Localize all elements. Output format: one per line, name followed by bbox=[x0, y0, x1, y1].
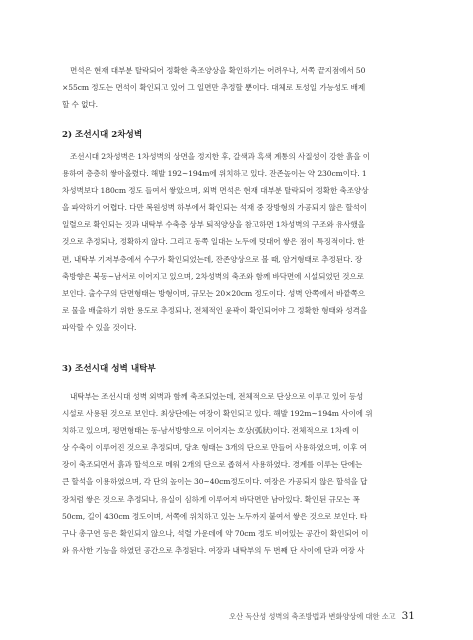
paragraph-line: 파악할 수 있을 것이다. bbox=[62, 322, 137, 332]
running-title: 오산 독산성 성벽의 축조방법과 변화양상에 대한 소고 bbox=[229, 612, 396, 621]
paragraph-line: 장이 축조되면서 흙과 할석으로 메워 2개의 단으로 좁혀서 사용하였다. 경계를 이루는 단에는 bbox=[62, 460, 363, 470]
paragraph-line: 을 파악하기 어렵다. 다만 복원성벽 하부에서 확인되는 석재 중 장방형의 가공되지 않은 할석이 bbox=[62, 203, 368, 213]
section-heading-2: 2) 조선시대 2차성벽 bbox=[62, 130, 143, 140]
paragraph-line: 차성벽보다 180cm 정도 들여서 쌓았으며, 외벽 면석은 현재 대부분 탈락되어 정확한 축조양상 bbox=[62, 186, 369, 196]
section2-paragraph bbox=[62, 148, 412, 336]
paragraph-line: 축방향은 북동~남서로 이어지고 있으며, 2차성벽의 축조와 함께 바닥면에 시설되었던 것으로 bbox=[62, 271, 364, 281]
paragraph-line: 면석은 현재 대부분 탈락되어 정확한 축조양상을 확인하기는 어려우나, 서쪽 끝지점에서 50 bbox=[70, 66, 366, 75]
paragraph-line: 장처럼 쌓은 것으로 추정되나, 유실이 심하게 이루어져 바닥면만 남아있다. 확인된 규모는 폭 bbox=[62, 494, 360, 504]
paragraph-line: 일렬으로 확인되는 것과 내탁부 수축층 상부 퇴적양상을 참고하면 1차성벽의 구조와 유사했을 bbox=[62, 220, 365, 230]
paragraph-line: 큰 할석을 이용하였으며, 각 단의 높이는 30~40cm정도이다. 여장은 가공되지 않은 할석을 답 bbox=[62, 477, 368, 487]
paragraph-line: 보인다. 출수구의 단면형태는 방형이며, 규모는 20×20cm 정도이다. 성벽 안쪽에서 바깥쪽으 bbox=[62, 288, 365, 298]
paragraph-line: 치하고 있으며, 평면형태는 동-남서방향으로 이어지는 호상(弧狀)이다. 전체적으로 1차례 이 bbox=[62, 426, 360, 436]
intro-paragraph bbox=[62, 62, 412, 113]
section-heading-3: 3) 조선시대 성벽 내탁부 bbox=[62, 364, 156, 374]
paragraph-line: 것으로 추정되나, 정확하지 않다. 그리고 동쪽 일대는 노두에 덧대어 쌓은 점이 특징적이다. 한 bbox=[62, 237, 365, 247]
paragraph-line: 용하여 층층히 쌓아올렸다. 해발 192~194m에 위치하고 있다. 잔존높이는 약 230cm이다. 1 bbox=[62, 169, 367, 179]
paragraph-line: 할 수 없다. bbox=[62, 100, 98, 110]
paragraph-line: 로 물을 배출하기 위한 용도로 추정되나, 전체적인 윤곽이 확인되어야 그 정확한 형태와 성격을 bbox=[62, 305, 368, 315]
paragraph-line: 구나 총구연 등은 확인되지 않으나, 석렬 가운데에 약 70cm 정도 비어있는 공간이 확인되어 이 bbox=[62, 528, 369, 538]
paragraph-line: 상 수축이 이루어진 것으로 추정되며, 당초 형태는 3개의 단으로 만들어 사용하였으며, 이후 여 bbox=[62, 443, 367, 453]
paragraph-line: ×55cm 정도는 면석이 확인되고 있어 그 일면만 추정할 뿐이다. 대체로 토성일 가능성도 배제 bbox=[62, 83, 366, 93]
paragraph-line: 시설로 사용된 것으로 보인다. 최상단에는 여장이 확인되고 있다. 해발 192m~194m 사이에 위 bbox=[62, 409, 373, 419]
paragraph-line: 와 유사한 기능을 하였던 공간으로 추정된다. 여장과 내탁부의 두 번째 단 사이에 단과 여장 사 bbox=[62, 545, 365, 555]
paragraph-line: 50cm, 길이 430cm 정도이며, 서쪽에 위치하고 있는 노두까지 붙여서 쌓은 것으로 보인다. 타 bbox=[62, 511, 368, 521]
paragraph-line: 내탁부는 조선시대 성벽 외벽과 함께 축조되었는데, 전체적으로 단상으로 이루고 있어 등성 bbox=[70, 392, 364, 401]
section3-paragraph bbox=[62, 388, 412, 559]
paragraph-line: 조선시대 2차성벽은 1차성벽의 상면을 정지한 후, 갈색과 흑색 계통의 사질성이 강한 흙을 이 bbox=[70, 152, 371, 161]
page-footer bbox=[229, 610, 415, 622]
page-number: 31 bbox=[401, 610, 415, 622]
paragraph-line: 편, 내탁부 기저부층에서 수구가 확인되었는데, 잔존양상으로 볼 때, 암거형태로 추정된다. 장 bbox=[62, 254, 363, 264]
